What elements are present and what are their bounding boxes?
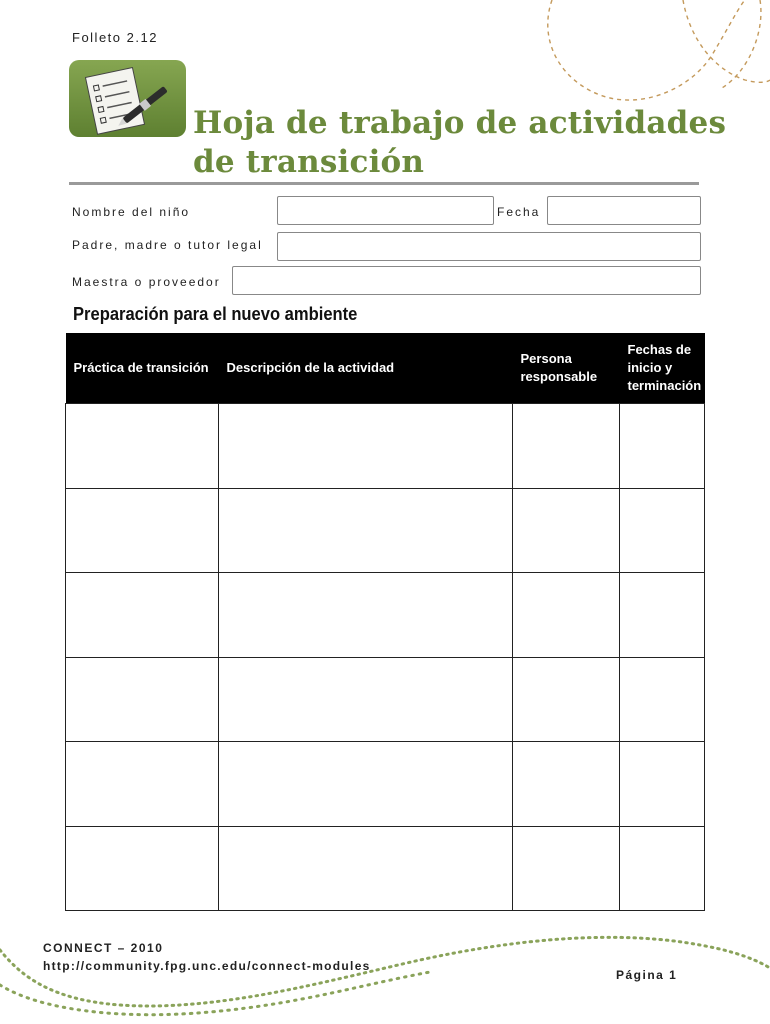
handout-label: Folleto 2.12 [72,30,158,45]
table-cell[interactable] [513,573,620,658]
table-cell[interactable] [66,573,219,658]
table-row [66,657,705,742]
table-cell[interactable] [620,742,705,827]
table-row [66,573,705,658]
table-cell[interactable] [219,404,513,489]
table-cell[interactable] [620,404,705,489]
table-cell[interactable] [513,404,620,489]
table-cell[interactable] [513,657,620,742]
table-cell[interactable] [620,573,705,658]
page-title [193,104,726,182]
child-name-field[interactable] [277,196,494,225]
table-cell[interactable] [513,488,620,573]
teacher-field[interactable] [232,266,701,295]
column-header-responsible: Persona responsable [513,333,620,404]
checklist-pen-icon [69,60,186,137]
title-line-1: Hoja de trabajo de actividades [193,105,727,141]
table-cell[interactable] [219,742,513,827]
table-cell[interactable] [513,826,620,911]
table-cell[interactable] [66,742,219,827]
footer-url[interactable]: http://community.fpg.unc.edu/connect-modules [43,959,371,973]
parent-label: Padre, madre o tutor legal [72,238,263,252]
date-field[interactable] [547,196,701,225]
table-cell[interactable] [219,573,513,658]
footer-org: CONNECT – 2010 [43,941,164,955]
table-cell[interactable] [66,826,219,911]
page-number: Página 1 [616,968,678,982]
column-header-dates: Fechas de inicio y terminación [620,333,705,404]
table-cell[interactable] [219,488,513,573]
table-cell[interactable] [219,826,513,911]
table-row [66,742,705,827]
table-cell[interactable] [66,488,219,573]
column-header-description: Descripción de la actividad [219,333,513,404]
table-row [66,404,705,489]
parent-field[interactable] [277,232,701,261]
table-cell[interactable] [620,657,705,742]
table-row [66,488,705,573]
column-header-practice: Práctica de transición [66,333,219,404]
teacher-label: Maestra o proveedor [72,275,221,289]
table-header-row [66,333,705,404]
section-heading: Preparación para el nuevo ambiente [73,304,358,324]
child-name-label: Nombre del niño [72,205,191,219]
title-line-2: de transición [193,144,425,180]
table-cell[interactable] [66,404,219,489]
table-cell[interactable] [513,742,620,827]
table-cell[interactable] [219,657,513,742]
activity-table [65,333,705,911]
table-row [66,826,705,911]
title-divider [69,182,699,185]
table-cell[interactable] [66,657,219,742]
table-cell[interactable] [620,488,705,573]
table-cell[interactable] [620,826,705,911]
date-label: Fecha [497,205,541,219]
